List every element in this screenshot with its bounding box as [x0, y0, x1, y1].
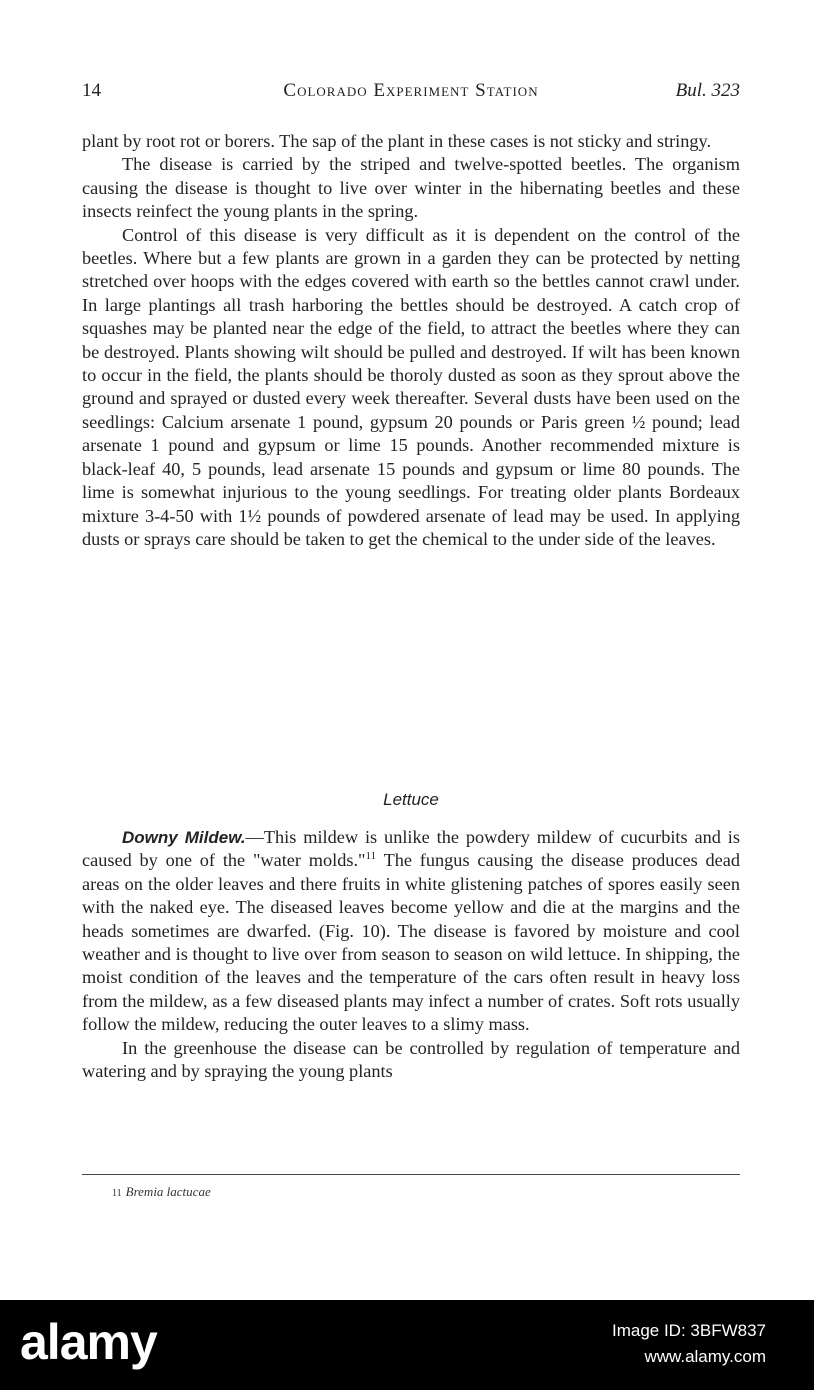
paragraph: The disease is carried by the striped and twelve-spotted beetles. The organism causing the disease is thought to live over winter in the hibernating beetles and these insects reinfect the young plants in the spring. [82, 154, 740, 222]
section-heading: Lettuce [383, 790, 439, 809]
footnote-text: Bremia lactucae [125, 1184, 211, 1199]
running-head [82, 80, 740, 106]
run-in-heading: Downy Mildew. [122, 828, 246, 847]
running-title: Colorado Experiment Station [283, 80, 539, 101]
page-number: 14 [82, 80, 101, 101]
footnote-rule [82, 1174, 740, 1175]
paragraph: plant by root rot or borers. The sap of the plant in these cases is not sticky and stringy. [82, 131, 712, 151]
bulletin-number: Bul. 323 [675, 80, 740, 101]
paragraph [82, 826, 740, 1037]
body-text-block [82, 130, 740, 551]
footnote-number: 11 [112, 1188, 122, 1199]
footnote [112, 1184, 211, 1200]
watermark-logo: alamy [20, 1314, 157, 1370]
paragraph: Control of this disease is very difficult as it is dependent on the control of the beetles. Where but a few plants are grown in a garden they can be protected by netting stretched over hoops with the edges covered with earth so the bettles cannot crawl under. In large plantings all trash harboring the bettles should be destroyed. A catch crop of squashes may be planted near the edge of the field, to attract the beetles where they can be destroyed. Plants showing wilt should be pulled and destroyed. If wilt has been known to occur in the field, the plants should be thoroly dusted as soon as they sprout above the ground and sprayed or dusted every week thereafter. Several dusts have been used on the seedlings: Calcium arsenate 1 pound, gypsum 20 pounds or Paris green ½ pound; lead arsenate 1 pound and gypsum or lime 15 pounds. Another recommended mixture is black-leaf 40, 5 pounds, lead arsenate 15 pounds and gypsum or lime 80 pounds. The lime is somewhat injurious to the young seedlings. For treating older plants Bordeaux mixture 3-4-50 with 1½ pounds of powdered arsenate of lead may be used. In applying dusts or sprays care should be taken to get the chemical to the under side of the leaves. [82, 224, 740, 549]
paragraph-text: —This mildew is unlike the powdery mildew of cucurbits and is caused by one of the "water molds." [82, 827, 740, 871]
watermark-url: www.alamy.com [644, 1347, 766, 1366]
lettuce-section-text [82, 826, 740, 1083]
image-id-label: Image ID: 3BFW837 [611, 1321, 766, 1340]
paragraph: In the greenhouse the disease can be controlled by regulation of temperature and watering and by spraying the young plants [82, 1037, 740, 1082]
watermark-band [0, 1300, 814, 1390]
paragraph-text: The fungus causing the disease produces dead areas on the older leaves and there fruits in white glistening patches of spores easily seen with the naked eye. The diseased leaves become yellow and die at the margins and the heads sometimes are dwarfed. (Fig. 10). The disease is favored by moisture and cool weather and is thought to live over from season to season on wild lettuce. In shipping, the moist condition of the leaves and the temperature of the cars often result in heavy loss from the mildew, as a few diseased plants may infect a number of crates. Soft rots usually follow the mildew, reducing the outer leaves to a slimy mass. [82, 850, 740, 1035]
footnote-reference: 11 [365, 850, 377, 863]
